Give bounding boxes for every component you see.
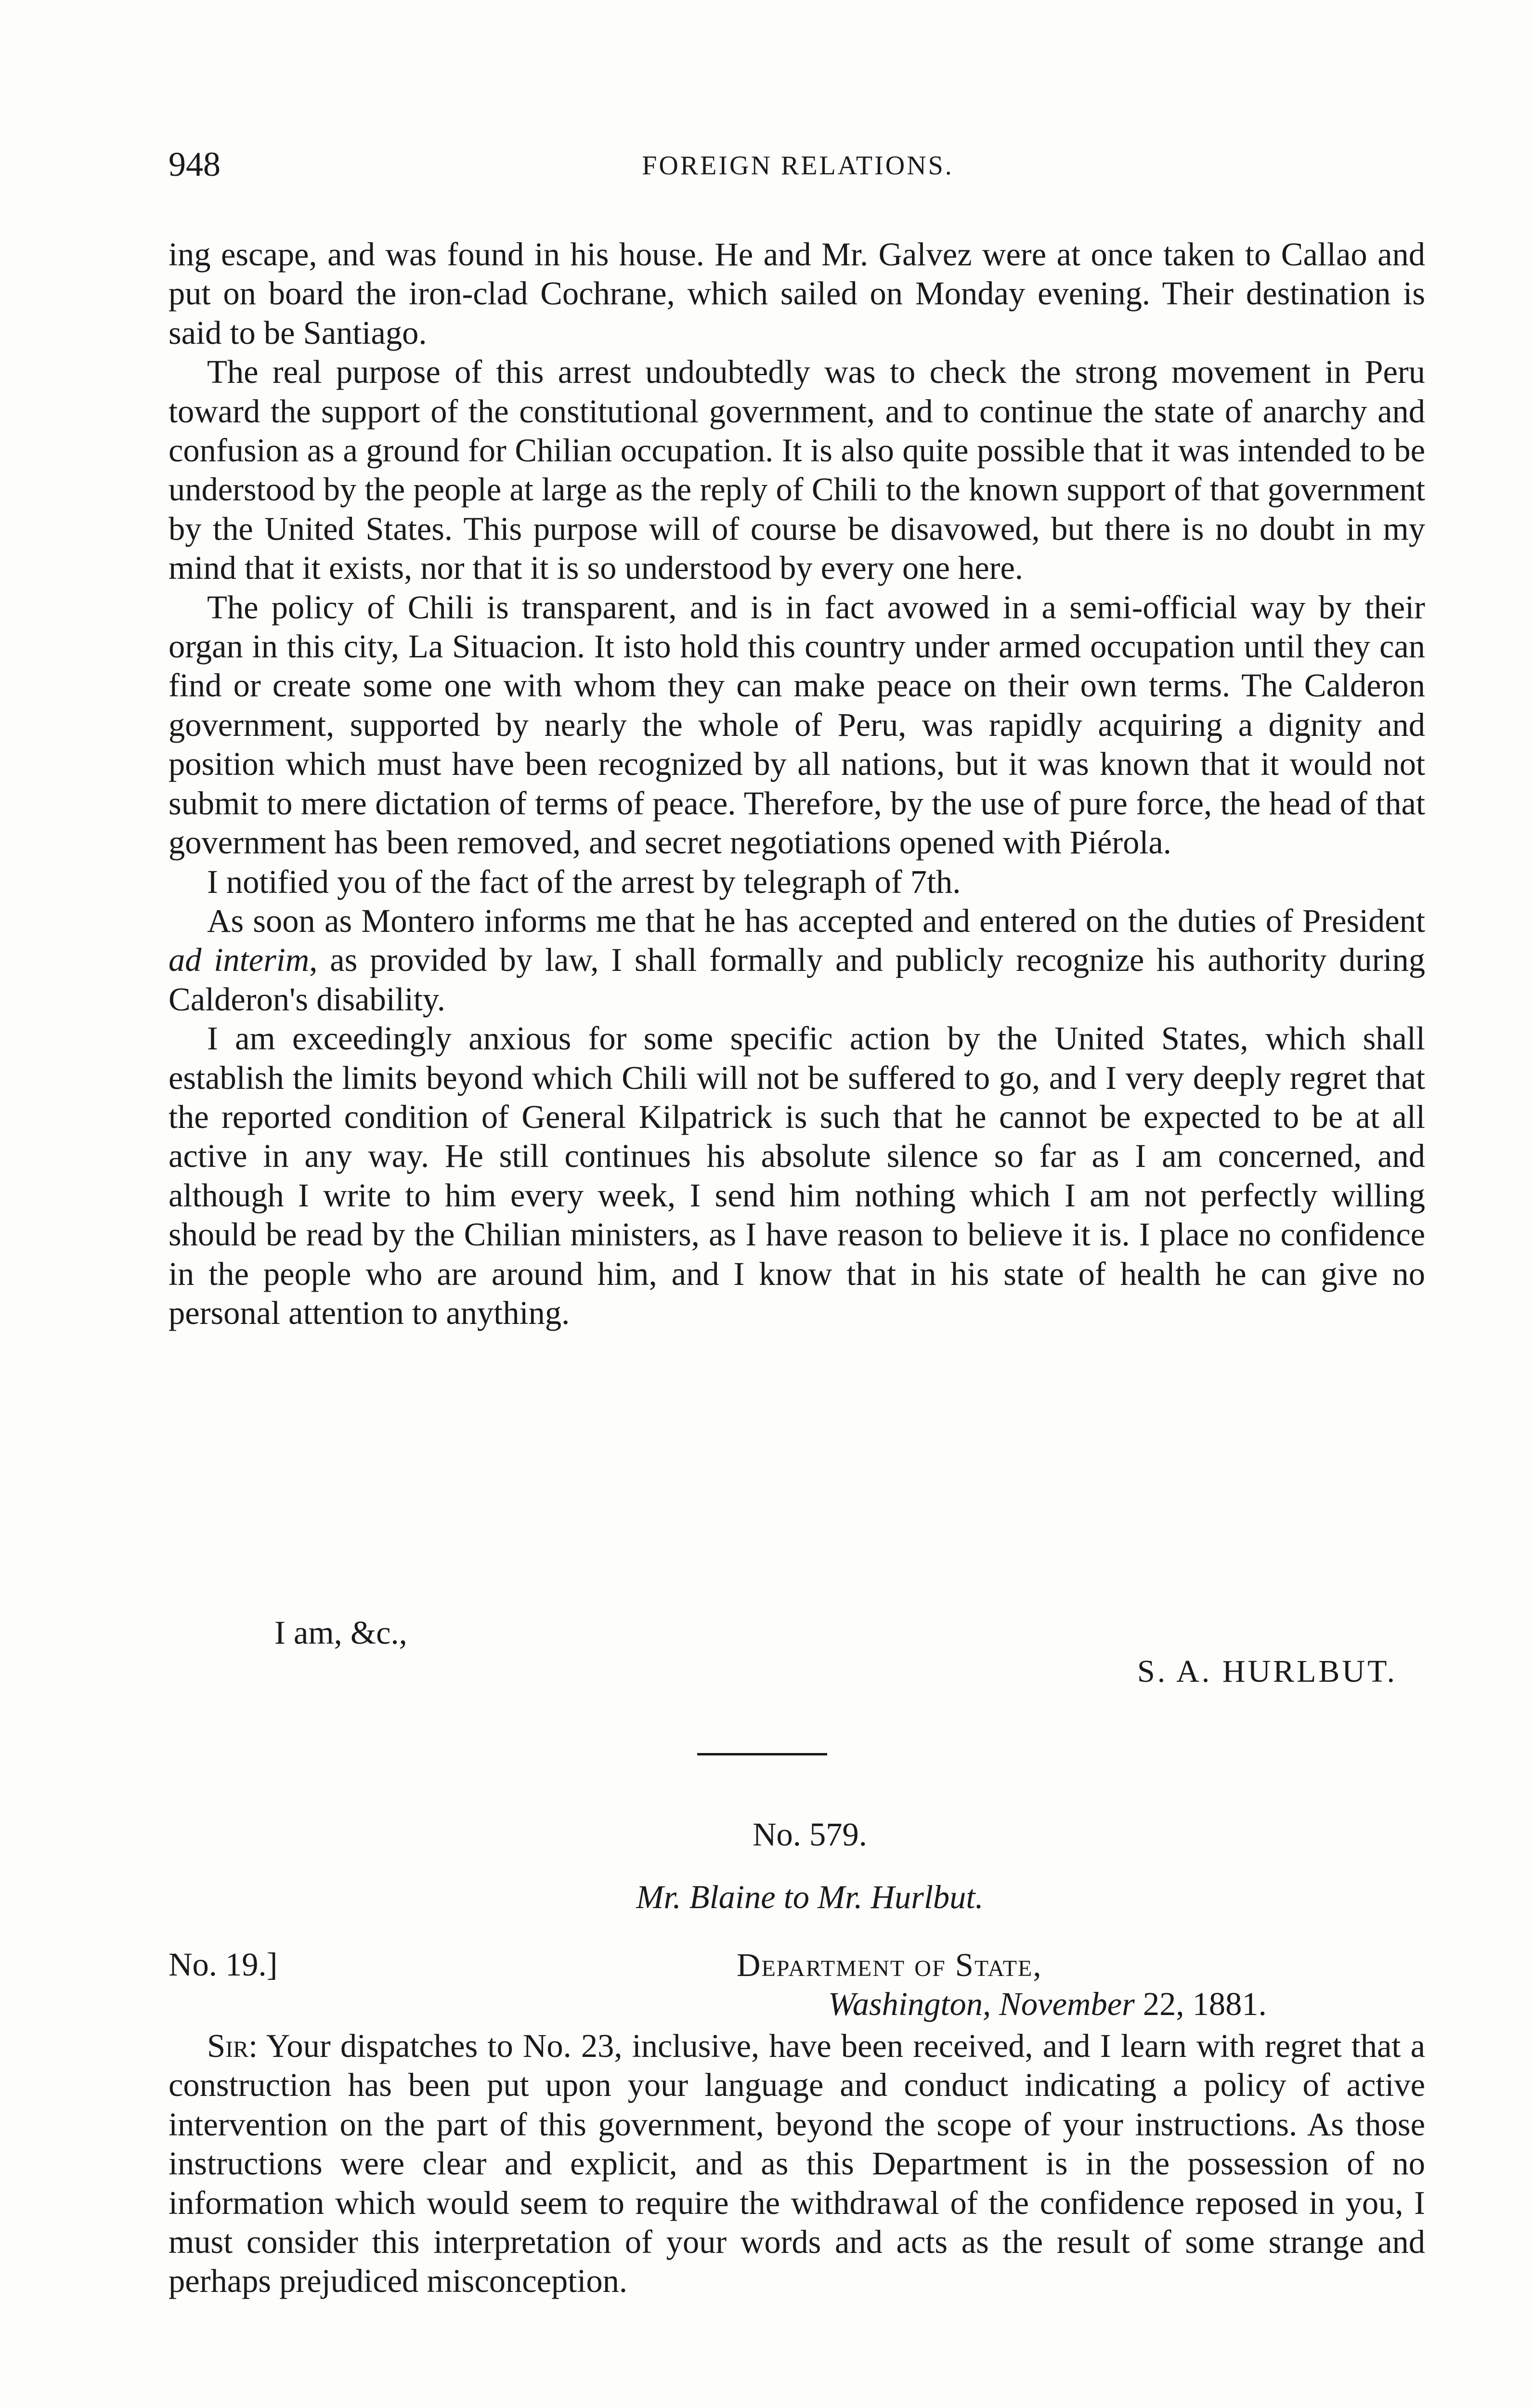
running-title: FOREIGN RELATIONS. (642, 151, 954, 181)
paragraph (169, 2027, 1425, 2301)
signature: S. A. HURLBUT. (1137, 1654, 1397, 1689)
dispatch-number: No. 19.] (169, 1946, 278, 1983)
paragraph-text: , as provided by law, I shall formally and publicly recognize his authority during Calderon's disability. (169, 942, 1425, 1018)
department-name: Department of State, (737, 1947, 1042, 1983)
paragraph: I am exceedingly anxious for some specific action by the United States, which shall establish the limits beyond which Chili will not be suffered to go, and I very deeply regret that the reported condition of General Kilpatrick is such that he cannot be expected to be at all active in any way. He still continues his absolute silence so far as I am concerned, and although I write to him every week, I send him nothing which I am not perfectly willing should be read by the Chilian ministers, as I have reason to believe it is. I place no confidence in the people who are around him, and I know that in his state of health he can give no personal attention to anything. (169, 1020, 1425, 1331)
dispatch-body (169, 2027, 1425, 2301)
paragraph: The policy of Chili is transparent, and is in fact avowed in a semi-official way by their organ in this city, La Situacion. It isto hold this country under armed occupation until they can find or create some one with whom they can make peace on their own terms. The Calderon government, supported by nearly the whole of Peru, was rapidly acquiring a dignity and position which must have been recognized by all nations, but it was known that it would not submit to mere dictation of terms of peace. Therefore, by the use of pure force, the head of that government has been removed, and secret negotiations opened with Piérola. (169, 589, 1425, 861)
document-number: No. 579. (753, 1816, 867, 1853)
document-heading: Mr. Blaine to Mr. Hurlbut. (636, 1879, 984, 1915)
paragraph (169, 902, 1425, 1019)
date-rest: 22, 1881. (1134, 1986, 1267, 2023)
complimentary-close: I am, &c., (274, 1614, 407, 1651)
paragraph-text: : Your dispatches to No. 23, inclusive, have been received, and I learn with regret that a construction has been put upon your language and conduct indicating a policy of active intervention on the part of this government, beyond the scope of your instructions. As those instructions were clear and explicit, and as this Department is in the possession of no information which would seem to require the withdrawal of the confidence reposed in you, I must consider this interpretation of your words and acts as the result of some strange and perhaps prejudiced misconception. (169, 2028, 1425, 2300)
paragraph: I notified you of the fact of the arrest by telegraph of 7th. (207, 863, 961, 900)
paragraph: ing escape, and was found in his house. He and Mr. Galvez were at once taken to Callao and put on board the iron-clad Cochrane, which sailed on Monday evening. Their destination is said to be Santiago. (169, 236, 1425, 351)
dateline (737, 1946, 1267, 2024)
letter-body (169, 235, 1425, 1333)
latin-phrase: ad interim (169, 942, 310, 979)
place-date-italic: Washington, November (828, 1986, 1135, 2023)
running-head (169, 144, 1427, 188)
place-date (737, 1985, 1267, 2024)
page-number: 948 (169, 145, 221, 183)
paragraph: The real purpose of this arrest undoubtedly was to check the strong movement in Peru toward the support of the constitutional government, and to continue the state of anarchy and confusion as a ground for Chilian occupation. It is also quite possible that it was intended to be understood by the people at large as the reply of Chili to the known support of that government by the United States. This purpose will of course be disavowed, but there is no doubt in my mind that it exists, nor that it is so understood by every one here. (169, 353, 1425, 587)
salutation: Sir (207, 2028, 249, 2064)
section-divider (697, 1753, 827, 1755)
paragraph-text: As soon as Montero informs me that he has accepted and entered on the duties of President (207, 902, 1425, 939)
